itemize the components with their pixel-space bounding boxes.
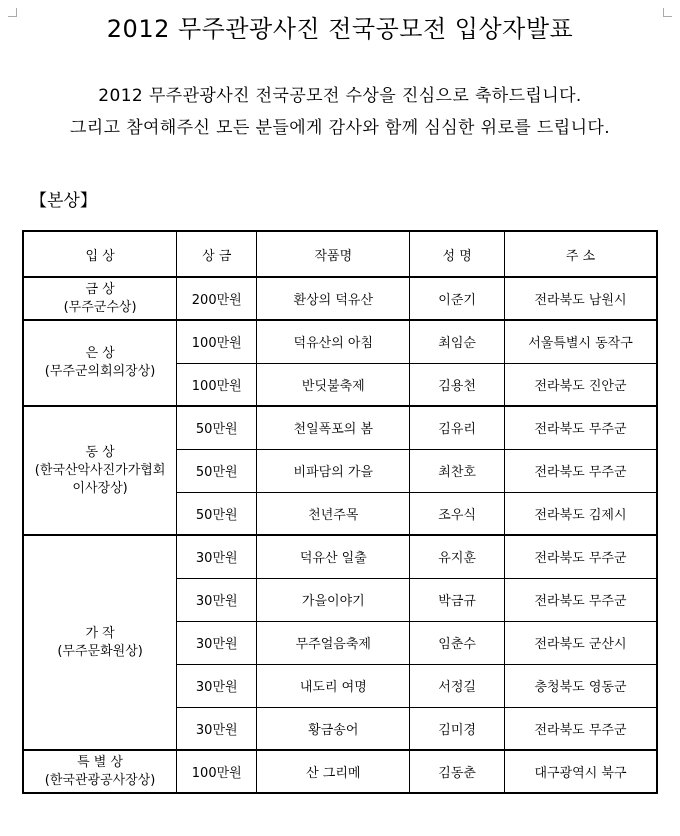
work-title-cell: 덕유산 일출 (257, 535, 410, 578)
address-cell: 대구광역시 북구 (505, 750, 657, 793)
table-row (23, 750, 657, 793)
award-level: 금 상 (85, 281, 115, 297)
address-cell: 전라북도 진안군 (505, 363, 657, 406)
address-cell: 전라북도 무주군 (505, 707, 657, 750)
header-address: 주 소 (505, 231, 657, 277)
prize-cell: 100만원 (177, 750, 257, 793)
work-title-cell: 산 그리메 (257, 750, 410, 793)
header-award: 입 상 (23, 231, 177, 277)
intro-line-1: 2012 무주관광사진 전국공모전 수상을 진심으로 축하드립니다. (98, 86, 582, 106)
work-title-cell: 환상의 덕유산 (257, 277, 410, 320)
winner-name-cell: 조우식 (410, 492, 505, 535)
award-cell (23, 750, 177, 793)
winner-name-cell: 최찬호 (410, 449, 505, 492)
award-sponsor: (무주문화원상) (57, 643, 143, 659)
award-level: 동 상 (85, 444, 115, 460)
winner-name-cell: 김동춘 (410, 750, 505, 793)
address-cell: 전라북도 무주군 (505, 406, 657, 449)
work-title-cell: 천일폭포의 봄 (257, 406, 410, 449)
table-row (23, 277, 657, 320)
winner-name-cell: 김용천 (410, 363, 505, 406)
work-title-cell: 무주얼음축제 (257, 621, 410, 664)
work-title-cell: 덕유산의 아침 (257, 320, 410, 363)
prize-cell: 100만원 (177, 320, 257, 363)
winner-name-cell: 최임순 (410, 320, 505, 363)
winner-name-cell: 김미경 (410, 707, 505, 750)
work-title-cell: 가을이야기 (257, 578, 410, 621)
prize-cell: 100만원 (177, 363, 257, 406)
prize-cell: 30만원 (177, 664, 257, 707)
work-title-cell: 내도리 여명 (257, 664, 410, 707)
page-title: 2012 무주관광사진 전국공모전 입상자발표 (106, 15, 574, 43)
award-level: 특 별 상 (77, 754, 124, 770)
address-cell: 전라북도 남원시 (505, 277, 657, 320)
award-level: 은 상 (85, 346, 115, 361)
prize-cell: 30만원 (177, 621, 257, 664)
address-cell: 전라북도 군산시 (505, 621, 657, 664)
award-cell (23, 320, 177, 406)
prize-cell: 30만원 (177, 578, 257, 621)
winner-name-cell: 서정길 (410, 664, 505, 707)
winner-name-cell: 유지훈 (410, 535, 505, 578)
prize-cell: 30만원 (177, 535, 257, 578)
header-prize: 상 금 (177, 231, 257, 277)
award-cell (23, 277, 177, 320)
address-cell: 전라북도 무주군 (505, 578, 657, 621)
winner-name-cell: 이준기 (410, 277, 505, 320)
award-sponsor: (한국산악사진가가협회 이사장상) (34, 462, 166, 496)
prize-cell: 50만원 (177, 449, 257, 492)
prize-cell: 50만원 (177, 492, 257, 535)
award-cell (23, 535, 177, 750)
intro-text (0, 80, 680, 144)
work-title-cell: 반딧불축제 (257, 363, 410, 406)
winner-name-cell: 임춘수 (410, 621, 505, 664)
award-sponsor: (무주군수상) (63, 299, 137, 315)
header-work: 작품명 (257, 231, 410, 277)
prize-cell: 30만원 (177, 707, 257, 750)
prize-cell: 50만원 (177, 406, 257, 449)
table-header-row (23, 231, 657, 277)
table-row (23, 406, 657, 449)
award-level: 가 작 (85, 625, 115, 641)
award-sponsor: (무주군의회의장상) (44, 364, 156, 379)
section-title: 【본상】 (30, 191, 97, 211)
work-title-cell: 황금송어 (257, 707, 410, 750)
winner-name-cell: 박금규 (410, 578, 505, 621)
awards-table (22, 230, 658, 794)
intro-line-2: 그리고 참여해주신 모든 분들에게 감사와 함께 심심한 위로를 드립니다. (69, 118, 611, 138)
header-name: 성 명 (410, 231, 505, 277)
address-cell: 전라북도 무주군 (505, 535, 657, 578)
awards-table-body (23, 277, 657, 793)
table-row (23, 320, 657, 363)
work-title-cell: 천년주목 (257, 492, 410, 535)
address-cell: 충청북도 영동군 (505, 664, 657, 707)
award-sponsor: (한국관광공사장상) (44, 772, 156, 788)
address-cell: 서울특별시 동작구 (505, 320, 657, 363)
address-cell: 전라북도 무주군 (505, 449, 657, 492)
work-title-cell: 비파담의 가을 (257, 449, 410, 492)
winner-name-cell: 김유리 (410, 406, 505, 449)
address-cell: 전라북도 김제시 (505, 492, 657, 535)
table-row (23, 535, 657, 578)
award-cell (23, 406, 177, 535)
prize-cell: 200만원 (177, 277, 257, 320)
